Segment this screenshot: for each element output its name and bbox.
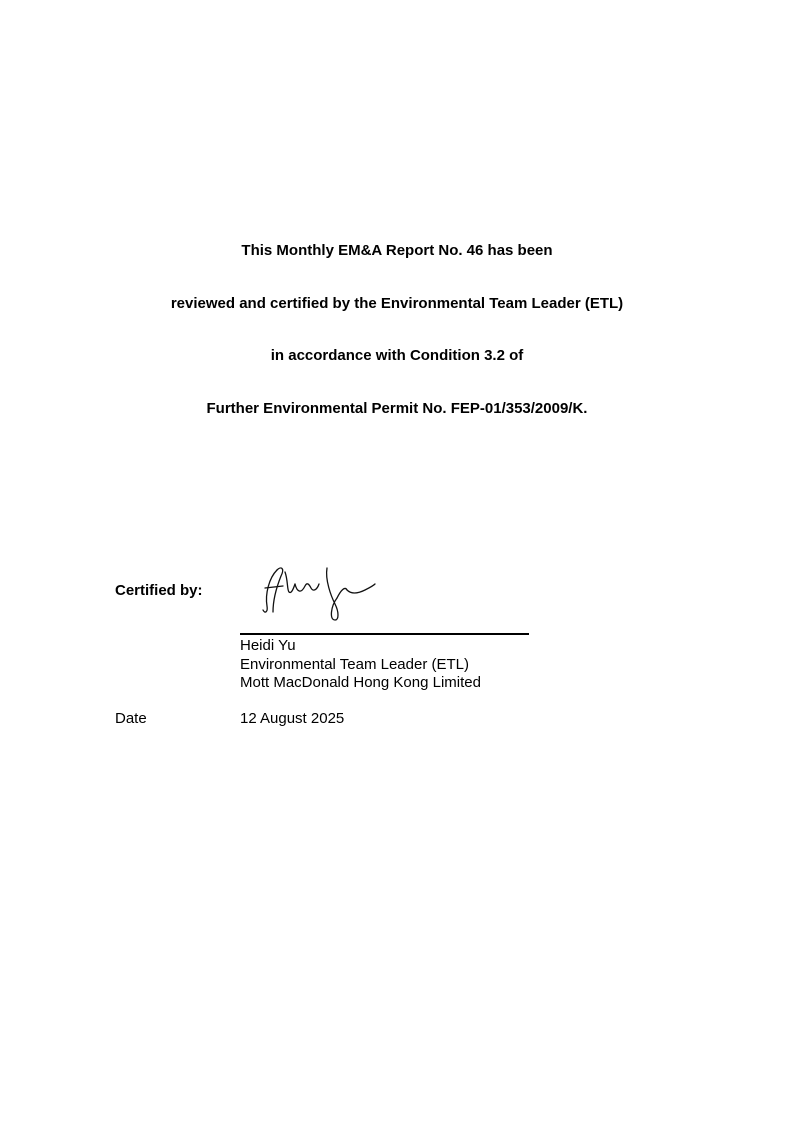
certified-by-label: Certified by:: [115, 582, 203, 599]
signatory-title: Environmental Team Leader (ETL): [240, 655, 469, 673]
signatory-block: [240, 637, 481, 693]
date-value: 12 August 2025: [240, 710, 345, 727]
statement-line-2: reviewed and certified by the Environmental Team Leader (ETL): [170, 295, 624, 312]
date-label: Date: [115, 710, 147, 727]
signatory-name: Heidi Yu: [240, 637, 296, 654]
signature-line: [240, 633, 529, 635]
signature-icon: [255, 560, 385, 622]
statement-line-4: Further Environmental Permit No. FEP-01/353/2009/K.: [206, 400, 588, 417]
statement-line-3: in accordance with Condition 3.2 of: [270, 347, 524, 364]
signatory-company: Mott MacDonald Hong Kong Limited: [240, 674, 481, 691]
statement-line-1: This Monthly EM&A Report No. 46 has been: [241, 242, 553, 259]
